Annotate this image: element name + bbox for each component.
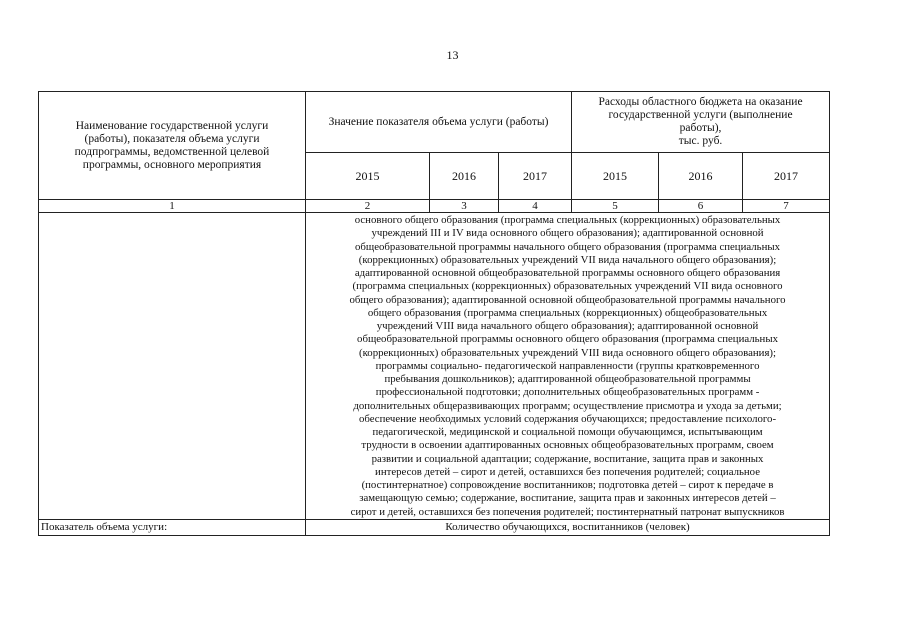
indicator-label: Показатель объема услуги: [39, 519, 306, 535]
column-number: 1 [39, 200, 306, 213]
column-number: 2 [306, 200, 430, 213]
service-description: основного общего образования (программа специальных (коррекционных) образовательных учреждений III и IV вида основного общего образования); адаптированной основной общеобразовательной программы начального общего образования (программа специальных (коррекционных) образовательных учреждений VII вида начального общего образования); адаптированной основной общеобразовательной программы основного общего образования (программа специальных (коррекционных) образовательных учреждений VII вида основного общего образования); адаптированной основной общеобразовательной программы начального общего образования (программа специальных (коррекционных) общеобразовательных учреждений VIII вида начального общего образования); адаптированной основной общеобразовательной программы основного общего образования (программа специальных (коррекционных) образовательных учреждений VIII вида основного общего образования); программы социально- педагогической направленности (группы кратковременного пребывания дошкольников); адаптированной общеобразовательной программы профессиональной подготовки; дополнительных общеобразовательных программ - дополнительных общеразвивающих программ; осуществление присмотра и ухода за детьми; обеспечение необходимых условий содержания обучающихся; предоставление психолого- педагогической, медицинской и социальной помощи обучающимся, испытывающим трудности в освоении адаптированных основных общеобразовательных программ, своем развитии и социальной адаптации; содержание, воспитание, защита прав и законных интересов детей – сирот и детей, оставшихся без попечения родителей; социальное (постинтернатное) сопровождение воспитанников; подготовка детей – сирот к передаче в замещающую семью; содержание, воспитание, защита прав и законных интересов детей – сирот и детей, оставшихся без попечения родителей; постинтернатный патронат выпускников [306, 213, 830, 520]
header-year: 2015 [306, 153, 430, 200]
column-number: 6 [659, 200, 743, 213]
header-year: 2016 [659, 153, 743, 200]
header-year: 2017 [743, 153, 830, 200]
page-number: 13 [446, 48, 459, 62]
service-name-cell [39, 213, 306, 520]
column-number: 3 [430, 200, 499, 213]
header-service-name: Наименование государственной услуги (работы), показателя объема услуги подпрограммы, ведомственной целевой программы, основного мероприятия [39, 92, 306, 200]
header-volume-value: Значение показателя объема услуги (работы) [306, 92, 572, 153]
header-year: 2017 [499, 153, 572, 200]
services-table [38, 91, 830, 536]
column-number: 5 [572, 200, 659, 213]
column-number: 7 [743, 200, 830, 213]
column-number: 4 [499, 200, 572, 213]
header-year: 2016 [430, 153, 499, 200]
header-year: 2015 [572, 153, 659, 200]
indicator-value: Количество обучающихся, воспитанников (человек) [306, 519, 830, 535]
header-budget-expenses: Расходы областного бюджета на оказание государственной услуги (выполнение работы), тыс. руб. [572, 92, 830, 153]
